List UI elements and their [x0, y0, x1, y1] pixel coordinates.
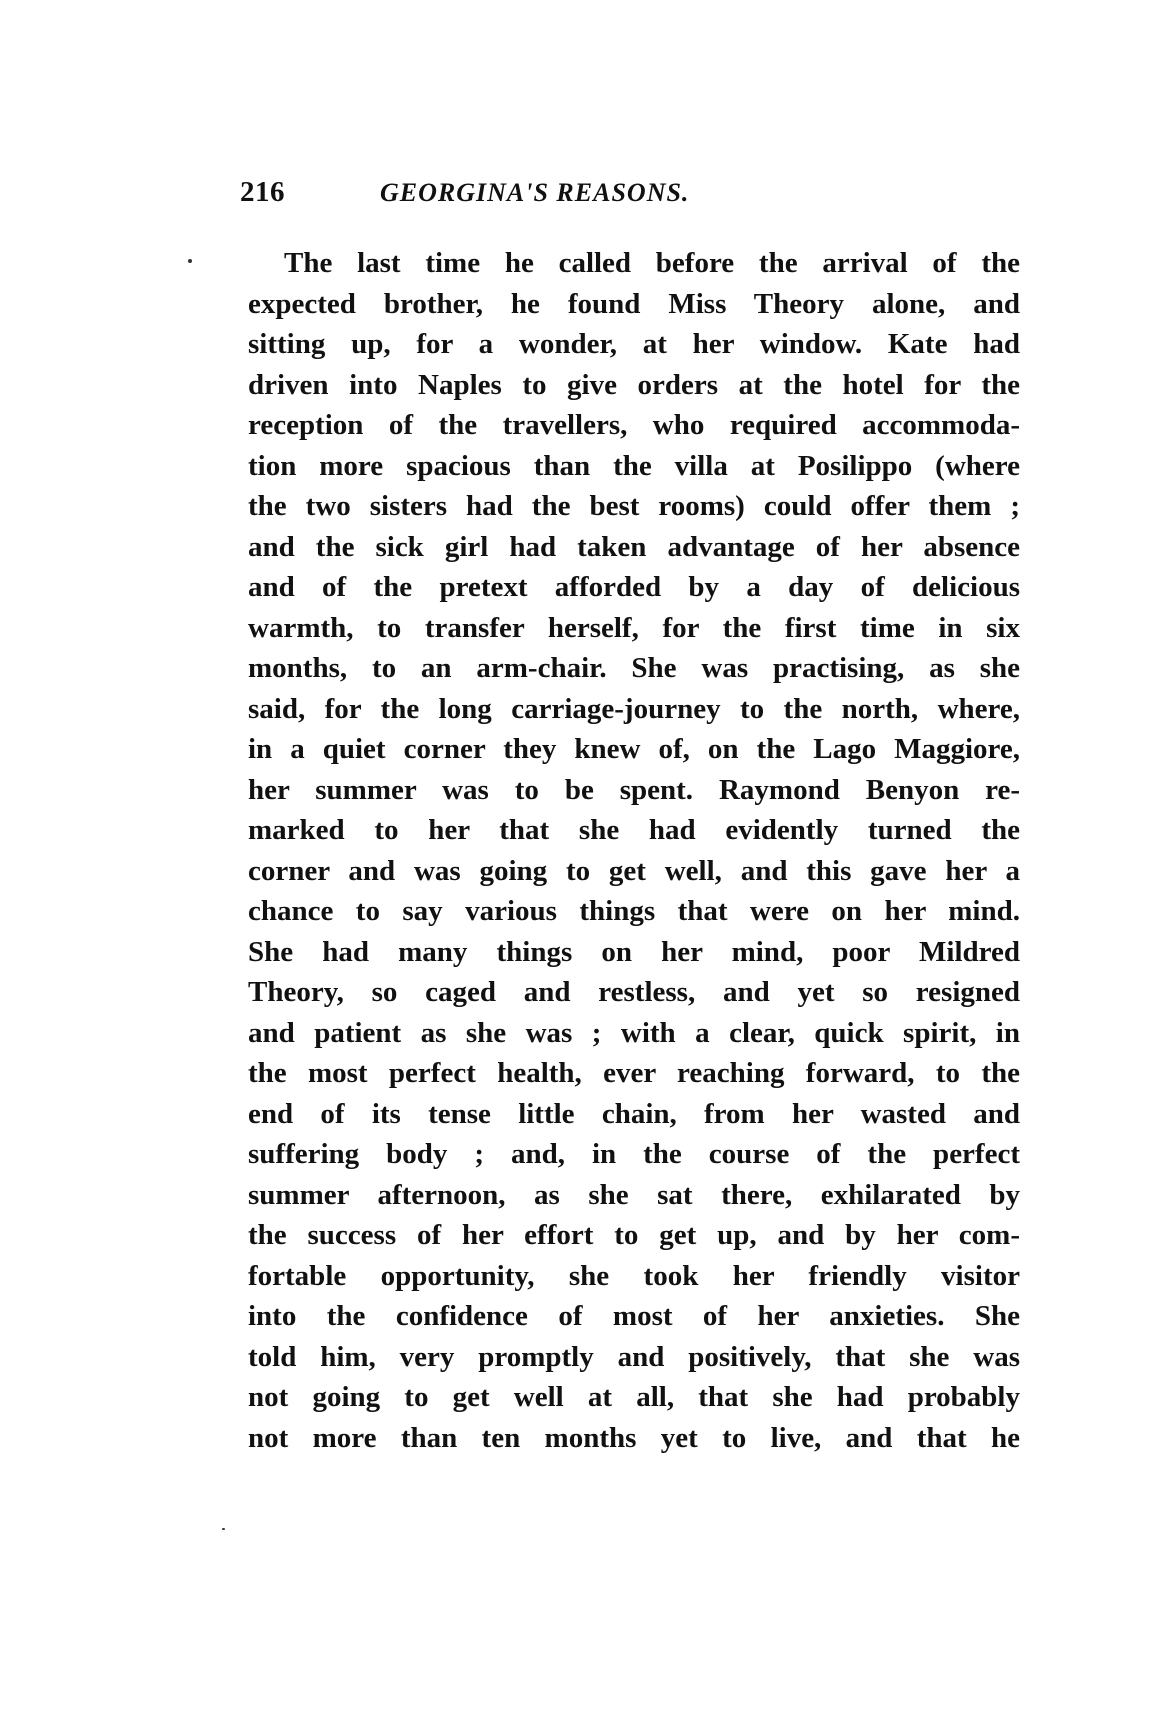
text-line: reception of the travellers, who required accommoda- [248, 409, 1020, 441]
running-title: GEORGINA'S REASONS. [380, 178, 690, 207]
text-line: warmth, to transfer herself, for the first time in six [248, 611, 1020, 644]
text-line: the two sisters had the best rooms) could offer them ; [248, 490, 1020, 522]
text-line: and the sick girl had taken advantage of her absence [248, 530, 1020, 563]
text-line: Theory, so caged and restless, and yet so resigned [248, 976, 1020, 1008]
text-line: said, for the long carriage-journey to the north, where, [248, 692, 1020, 725]
text-line: She had many things on her mind, poor Mildred [248, 935, 1020, 968]
text-line: marked to her that she had evidently turned the [248, 814, 1020, 846]
text-line: not going to get well at all, that she had probably [248, 1381, 1020, 1413]
text-line: in a quiet corner they knew of, on the Lago Maggiore, [248, 733, 1020, 765]
text-line: fortable opportunity, she took her friendly visitor [248, 1259, 1020, 1292]
page-number: 216 [240, 176, 285, 208]
text-line: told him, very promptly and positively, that she was [248, 1340, 1020, 1373]
text-line: and of the pretext afforded by a day of delicious [248, 571, 1020, 603]
print-speck [222, 1528, 225, 1530]
text-line: months, to an arm-chair. She was practising, as she [248, 652, 1020, 684]
text-line: sitting up, for a wonder, at her window. Kate had [248, 328, 1020, 360]
text-line: end of its tense little chain, from her wasted and [248, 1097, 1020, 1130]
print-speck [188, 259, 192, 263]
text-line: corner and was going to get well, and this gave her a [248, 854, 1020, 887]
text-line: not more than ten months yet to live, and that he [248, 1421, 1020, 1454]
text-line: driven into Naples to give orders at the hotel for the [248, 368, 1020, 401]
text-line: suffering body ; and, in the course of the perfect [248, 1138, 1020, 1170]
text-line: The last time he called before the arrival of the [284, 247, 1020, 279]
text-line: summer afternoon, as she sat there, exhilarated by [248, 1178, 1020, 1211]
text-line: the most perfect health, ever reaching forward, to the [248, 1057, 1020, 1089]
text-line: expected brother, he found Miss Theory alone, and [248, 287, 1020, 320]
text-line: chance to say various things that were on her mind. [248, 895, 1020, 927]
text-line: and patient as she was ; with a clear, quick spirit, in [248, 1016, 1020, 1049]
body-paragraph [248, 243, 1020, 1458]
text-line: tion more spacious than the villa at Posilippo (where [248, 449, 1020, 482]
text-line: into the confidence of most of her anxieties. She [248, 1300, 1020, 1332]
running-head [240, 176, 1020, 220]
text-line: her summer was to be spent. Raymond Benyon re- [248, 773, 1020, 806]
text-line: the success of her effort to get up, and by her com- [248, 1219, 1020, 1251]
